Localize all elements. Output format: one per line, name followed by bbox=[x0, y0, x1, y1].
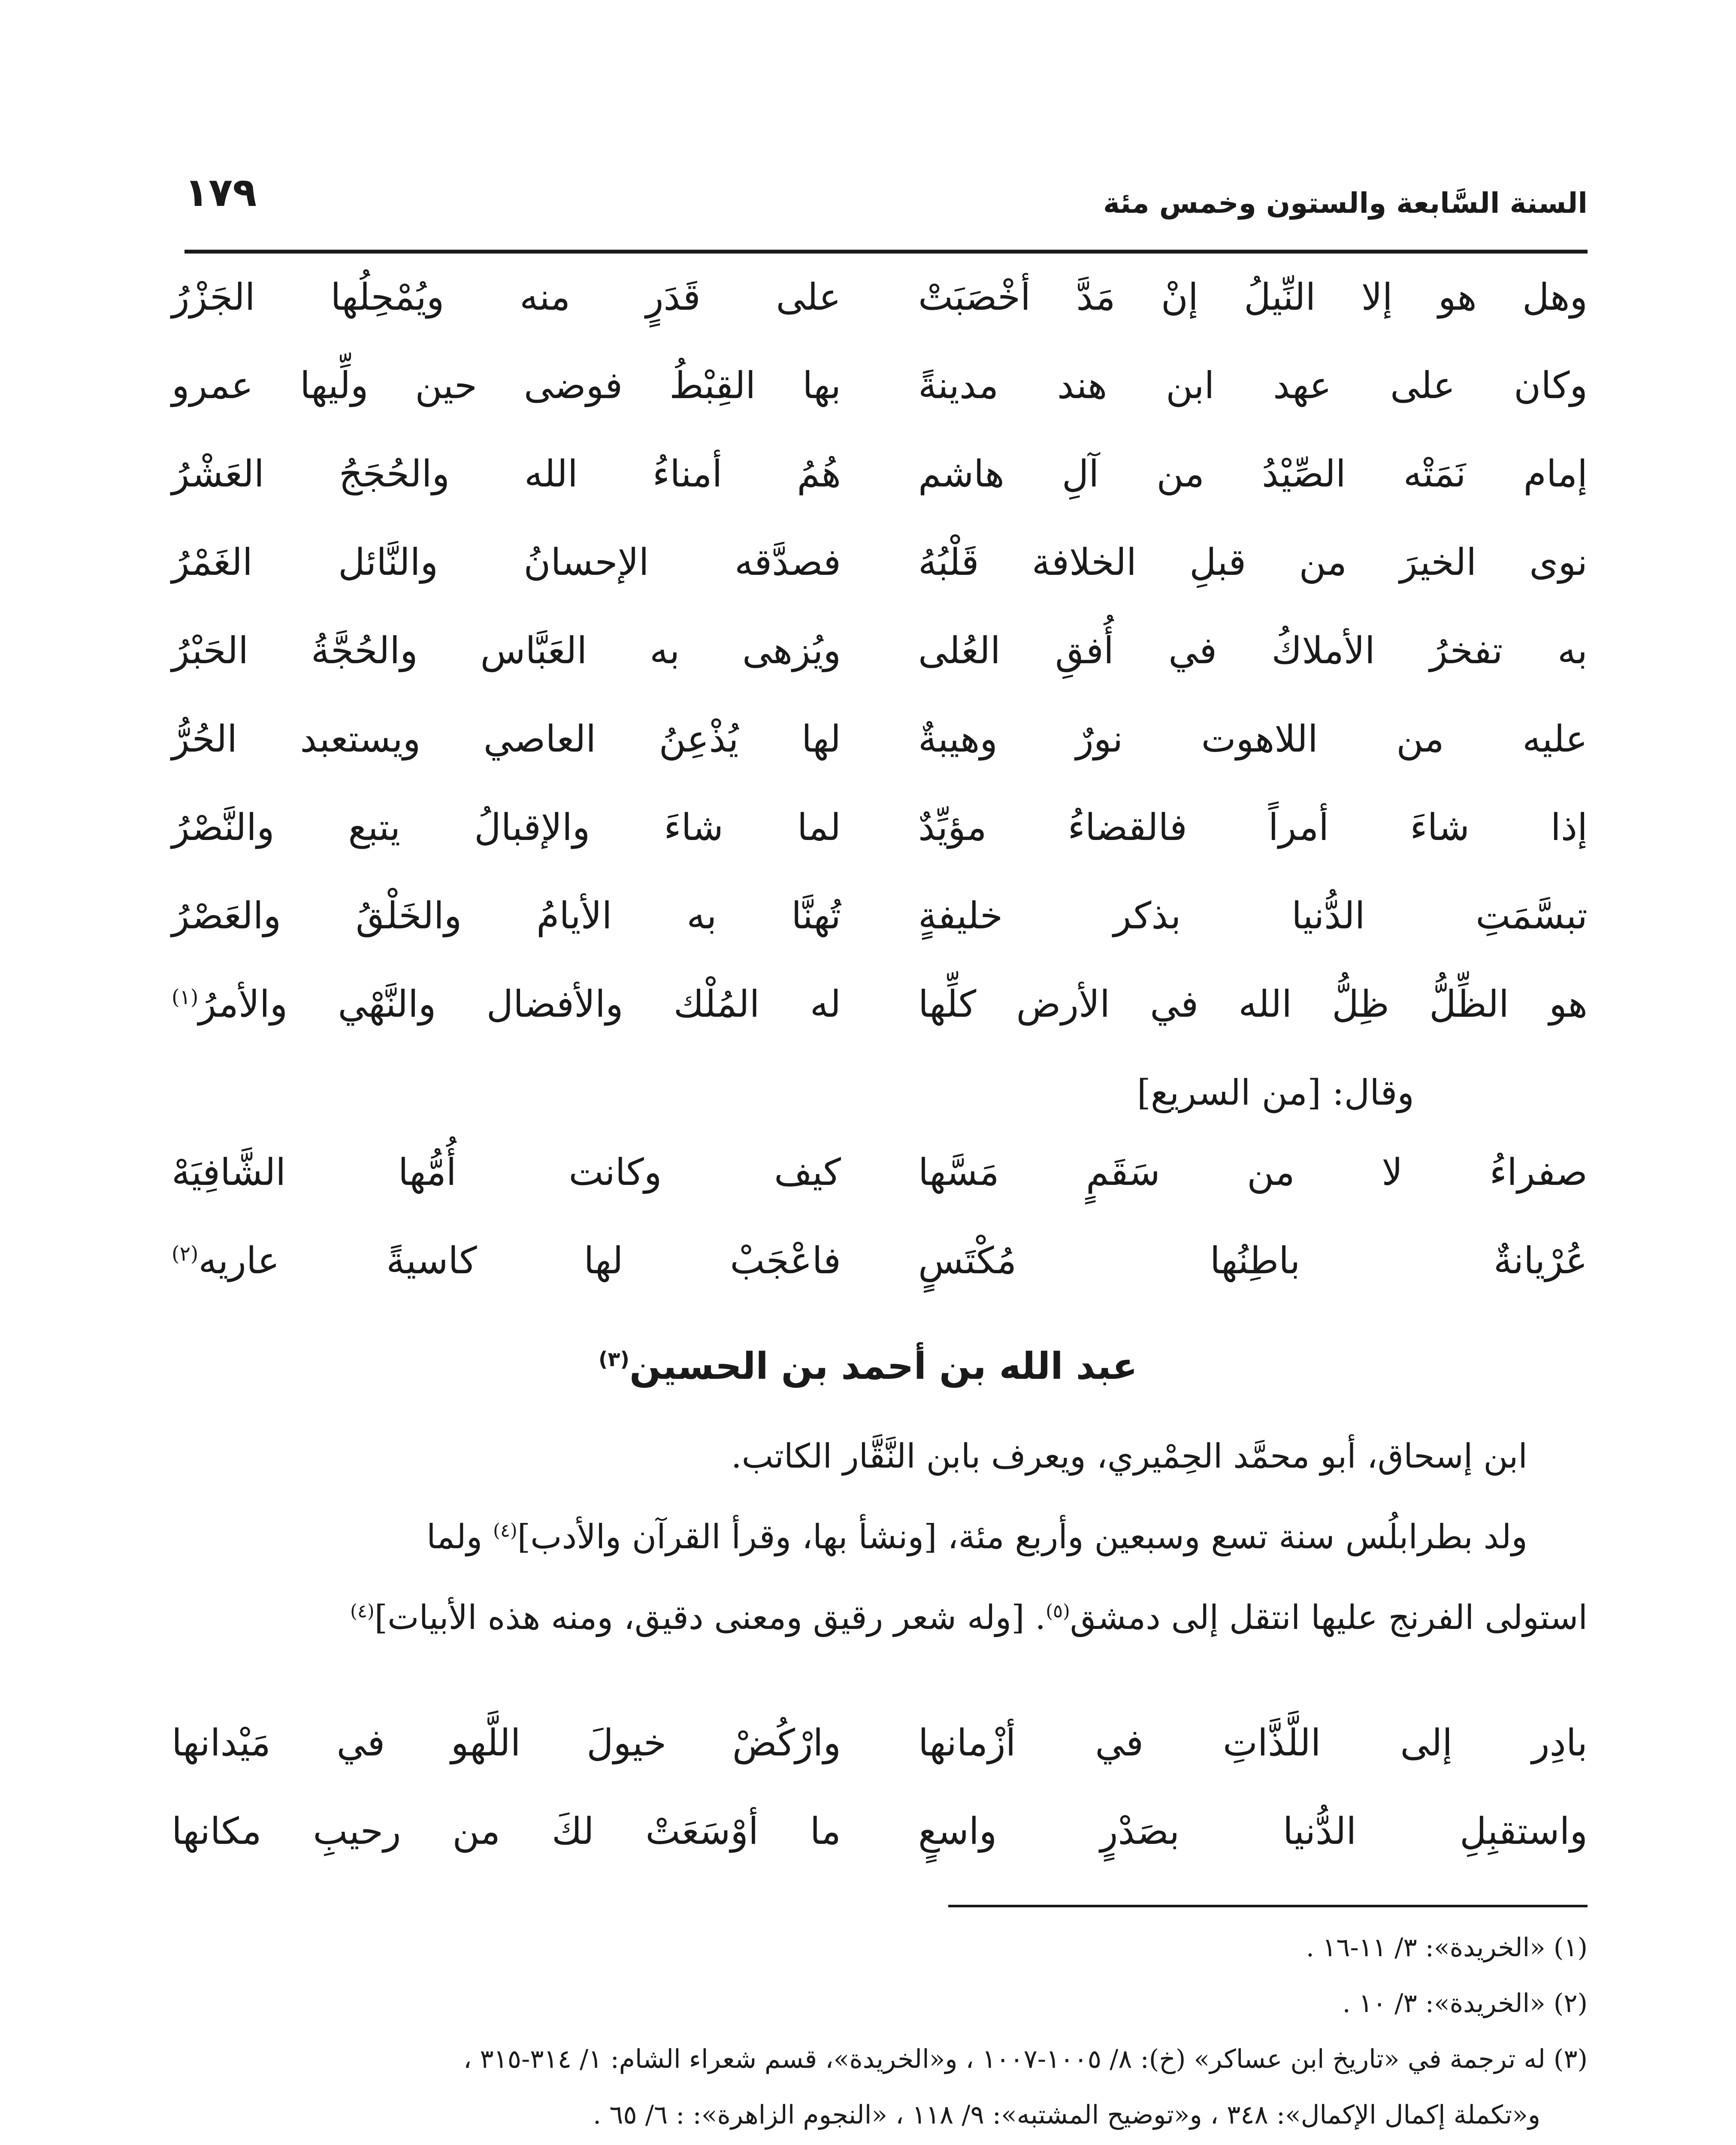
verse-hemistich-left: ويُزهى به العَبَّاس والحُجَّةُ الحَبْرُ bbox=[172, 629, 841, 672]
prose-line bbox=[159, 1516, 1588, 1596]
section-title bbox=[0, 1345, 1736, 1388]
poem-block-1 bbox=[172, 275, 1588, 1070]
verse-hemistich-right: صفراءُ لا من سَقَمٍ مَسَّها bbox=[918, 1151, 1588, 1194]
verse-line bbox=[172, 1238, 1588, 1326]
verse-line bbox=[172, 275, 1588, 363]
running-title: السنة السَّابعة والستون وخمس مئة bbox=[1103, 187, 1588, 220]
verse-line bbox=[172, 893, 1588, 982]
verse-line bbox=[172, 540, 1588, 628]
poem-block-3 bbox=[172, 1720, 1588, 1897]
verse-line bbox=[172, 363, 1588, 451]
verse-line bbox=[172, 982, 1588, 1070]
verse-hemistich-left: هُمُ أمناءُ الله والحُجَجُ العَشْرُ bbox=[172, 453, 841, 495]
footnote: (٣) له ترجمة في «تاريخ ابن عساكر» (خ): ٨/ ١٠٠٥-١٠٠٧ ، و«الخريدة»، قسم شعراء الشام: ١/ ٣١٤-٣١٥ ، bbox=[463, 2044, 1588, 2074]
prose-text: ولما bbox=[426, 1518, 493, 1556]
footnote-marker: (١) bbox=[172, 985, 199, 1009]
header-rule bbox=[184, 250, 1588, 254]
verse-hemistich-left: بها القِبْطُ فوضى حين ولِّيها عمرو bbox=[172, 364, 841, 407]
verse-hemistich-right: واستقبِلِ الدُّنيا بصَدْرٍ واسعٍ bbox=[918, 1810, 1588, 1853]
verse-hemistich-right: عُرْيانةٌ باطِنُها مُكْتَسٍ bbox=[918, 1239, 1588, 1282]
verse-line bbox=[172, 1809, 1588, 1897]
prose-line: ابن إسحاق، أبو محمَّد الحِمْيري، ويعرف بابن النَّقَّار الكاتب. bbox=[731, 1437, 1527, 1476]
verse-hemistich-left: تُهنَّا به الأيامُ والخَلْقُ والعَصْرُ bbox=[172, 894, 841, 937]
verse-hemistich-right: وهل هو إلا النِّيلُ إنْ مَدَّ أخْصَبَتْ bbox=[918, 276, 1588, 319]
verse-hemistich-right: نوى الخيرَ من قبلِ الخلافة قَلْبُهُ bbox=[918, 541, 1588, 584]
footnote-marker: (٢) bbox=[172, 1242, 199, 1266]
section-title-text: عبد الله بن أحمد بن الحسين bbox=[629, 1345, 1138, 1388]
verse-hemistich-right: تبسَّمَتِ الدُّنيا بذكر خليفةٍ bbox=[918, 894, 1588, 937]
footnote-marker: (٤) bbox=[493, 1520, 517, 1541]
verse-line bbox=[172, 1150, 1588, 1238]
prose-text: . [وله شعر رقيق ومعنى دقيق، ومنه هذه الأبيات] bbox=[374, 1598, 1046, 1637]
verse-line bbox=[172, 451, 1588, 540]
verse-text: له المُلْك والأفضال والنَّهْي والأمرُ bbox=[198, 983, 841, 1026]
verse-hemistich-right: وكان على عهد ابن هند مدينةً bbox=[918, 364, 1588, 407]
verse-line bbox=[172, 805, 1588, 893]
verse-line bbox=[172, 716, 1588, 805]
footnote-continuation: و«تكملة إكمال الإكمال»: ٣٤٨ ، و«توضيح المشتبه»: ٩/ ١١٨ ، «النجوم الزاهرة»: : ٦/ ٦٥ . bbox=[593, 2100, 1540, 2130]
biography-text bbox=[159, 1435, 1588, 1677]
verse-hemistich-right: هو الظِّلُّ ظِلُّ الله في الأرض كلِّها bbox=[918, 983, 1588, 1026]
footnotes bbox=[159, 1930, 1588, 2145]
verse-hemistich-right: بادِر إلى اللَّذَّاتِ في أزْمانها bbox=[918, 1722, 1588, 1764]
verse-text: فاعْجَبْ لها كاسيةً عاريه bbox=[198, 1239, 841, 1282]
verse-hemistich-left: كيف وكانت أُمُّها الشَّافِيَهْ bbox=[172, 1151, 841, 1194]
page-number: ١٧٩ bbox=[184, 169, 257, 215]
verse-hemistich-right: إمام نَمَتْه الصِّيْدُ من آلِ هاشم bbox=[918, 453, 1588, 495]
verse-hemistich-left bbox=[172, 982, 841, 1028]
verse-hemistich-left: لها يُذْعِنُ العاصي ويستعبد الحُرُّ bbox=[172, 718, 841, 761]
verse-hemistich-left: لما شاءَ والإقبالُ يتبع والنَّصْرُ bbox=[172, 806, 841, 849]
verse-hemistich-left bbox=[172, 1238, 841, 1284]
verse-hemistich-left: فصدَّقه الإحسانُ والنَّائل الغَمْرُ bbox=[172, 541, 841, 584]
footnote: (١) «الخريدة»: ٣/ ١١-١٦ . bbox=[1306, 1933, 1588, 1963]
verse-hemistich-left: ما أوْسَعَتْ لكَ من رحيبِ مكانها bbox=[172, 1810, 841, 1853]
prose-text: استولى الفرنج عليها انتقل إلى دمشق bbox=[1070, 1598, 1588, 1637]
prose-text: ولد بطرابلُس سنة تسع وسبعين وأربع مئة، [ونشأ بها، وقرأ القرآن والأدب] bbox=[517, 1518, 1527, 1556]
verse-hemistich-right: عليه من اللاهوت نورٌ وهيبةٌ bbox=[918, 718, 1588, 761]
footnote-rule bbox=[948, 1905, 1588, 1907]
meter-note: وقال: [من السريع] bbox=[1137, 1072, 1414, 1113]
page-header bbox=[184, 169, 1588, 234]
footnote: (٢) «الخريدة»: ٣/ ١٠ . bbox=[1342, 1988, 1588, 2018]
verse-hemistich-left: وارْكُضْ خيولَ اللَّهو في مَيْدانها bbox=[172, 1722, 841, 1764]
verse-hemistich-right: به تفخرُ الأملاكُ في أُفقِ العُلى bbox=[918, 629, 1588, 672]
verse-line bbox=[172, 628, 1588, 716]
footnote-marker: (٣) bbox=[598, 1347, 629, 1372]
verse-line bbox=[172, 1720, 1588, 1809]
poem-block-2 bbox=[172, 1150, 1588, 1326]
footnote-marker: (٥) bbox=[1046, 1601, 1070, 1622]
footnote-marker: (٤) bbox=[350, 1601, 375, 1622]
verse-hemistich-left: على قَدَرٍ منه ويُمْحِلُها الجَزْرُ bbox=[172, 276, 841, 319]
prose-line bbox=[159, 1596, 1588, 1677]
verse-hemistich-right: إذا شاءَ أمراً فالقضاءُ مؤيِّدٌ bbox=[918, 806, 1588, 849]
